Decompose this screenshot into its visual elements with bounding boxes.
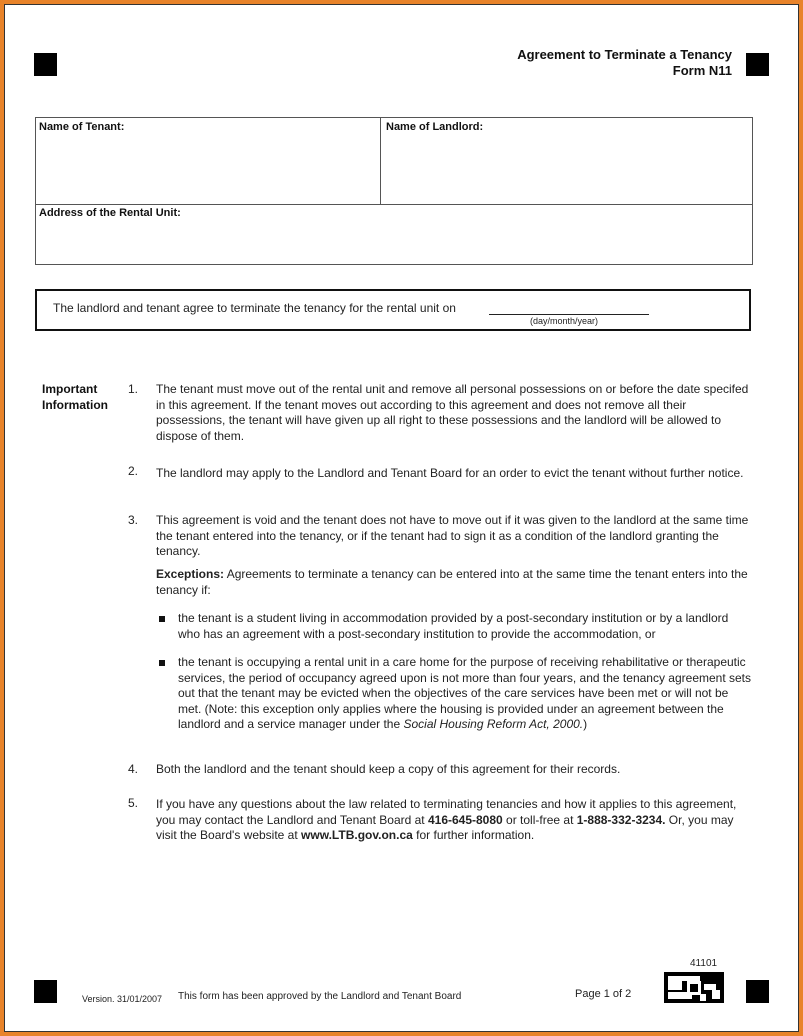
item-text: If you have any questions about the law related to terminating tenancies and how it applies to this agreement, you may contact the Landlord and Tenant Board at — [156, 797, 737, 827]
exceptions-label: Exceptions: — [156, 567, 225, 581]
form-title — [517, 47, 732, 79]
termination-agreement-box — [35, 289, 751, 331]
act-name: Social Housing Reform Act, 2000. — [403, 717, 584, 731]
landlord-label: Name of Landlord: — [386, 121, 484, 133]
bullet-icon — [159, 616, 165, 622]
address-label: Address of the Rental Unit: — [39, 207, 181, 219]
info-item-4: Both the landlord and the tenant should keep a copy of this agreement for their records. — [156, 762, 621, 776]
website-link[interactable]: www.LTB.gov.on.ca — [301, 828, 413, 842]
toll-free-number: 1-888-332-3234. — [576, 812, 666, 827]
info-item-5 — [156, 797, 756, 844]
landlord-name-field[interactable] — [381, 118, 752, 205]
item-number: 1. — [128, 382, 139, 396]
version-text: Version. 31/01/2007 — [82, 994, 163, 1004]
item-text: Or, you may visit the Board's website at — [156, 812, 734, 842]
title-line: Agreement to Terminate a Tenancy — [517, 47, 732, 62]
bullet-text: ) — [583, 717, 588, 731]
registration-mark — [746, 53, 769, 76]
bullet-text: the tenant is occupying a rental unit in a care home for the purpose of receiving rehabilitative or therapeutic services, the period of occupancy agreed upon is not more than four years, and the tenancy agreement sets out that the tenant may be evicted when the objectives of the care services have been met or will not be met. (Note: this exception only applies where the housing is provided under an agreement between the landlord and a service manager under the — [178, 655, 752, 731]
info-item-3: This agreement is void and the tenant does not have to move out if it was given to the landlord at the same time the tenant entered into the tenancy, or if the tenant had to sign it as a condition of the landlord granting the tenancy. — [156, 513, 749, 558]
item-number: 3. — [128, 513, 139, 527]
info-item-2: The landlord may apply to the Landlord and Tenant Board for an order to evict the tenant without further notice. — [156, 466, 744, 480]
item-text: for further information. — [412, 828, 535, 842]
info-item-1: The tenant must move out of the rental unit and remove all personal possessions on or before the date specifed in this agreement. If the tenant moves out according to this agreement and does not remove all their possessions, the tenant will have given up all right to these possessions and the landlord will be allowed to dispose of them. — [156, 382, 749, 443]
date-format-hint: (day/month/year) — [530, 316, 599, 326]
exception-bullet-1: the tenant is a student living in accommodation provided by a post-secondary institution or by a landlord who has an agreement with a post-secondary institution to provide the accommodation, or — [178, 611, 729, 641]
phone-number: 416-645-8080 — [427, 812, 503, 827]
agreement-text: The landlord and tenant agree to terminate the tenancy for the rental unit on — [53, 301, 456, 315]
form-code: 41101 — [690, 958, 718, 969]
form-number: Form N11 — [672, 63, 732, 78]
barcode-icon — [664, 972, 724, 1003]
bullet-icon — [159, 660, 165, 666]
page-number: Page 1 of 2 — [575, 988, 632, 1000]
exceptions-paragraph — [156, 567, 756, 598]
registration-mark — [746, 980, 769, 1003]
item-number: 5. — [128, 796, 139, 810]
important-information-heading — [42, 382, 108, 413]
tenant-label: Name of Tenant: — [39, 121, 125, 133]
item-text: or toll-free at — [502, 812, 577, 827]
approval-text: This form has been approved by the Landlord and Tenant Board — [178, 991, 462, 1002]
exceptions-text: Agreements to terminate a tenancy can be entered into at the same time the tenant enters into the tenancy if: — [156, 567, 748, 597]
address-field[interactable] — [36, 205, 752, 264]
exception-bullet-2 — [178, 655, 753, 733]
heading-line: Important — [42, 382, 98, 396]
termination-date-field[interactable] — [489, 313, 649, 315]
registration-mark — [34, 53, 57, 76]
registration-mark — [34, 980, 57, 1003]
item-number: 4. — [128, 762, 139, 776]
tenant-name-field[interactable] — [36, 118, 381, 205]
heading-line: Information — [42, 397, 108, 412]
parties-table — [35, 117, 753, 265]
item-number: 2. — [128, 464, 139, 478]
